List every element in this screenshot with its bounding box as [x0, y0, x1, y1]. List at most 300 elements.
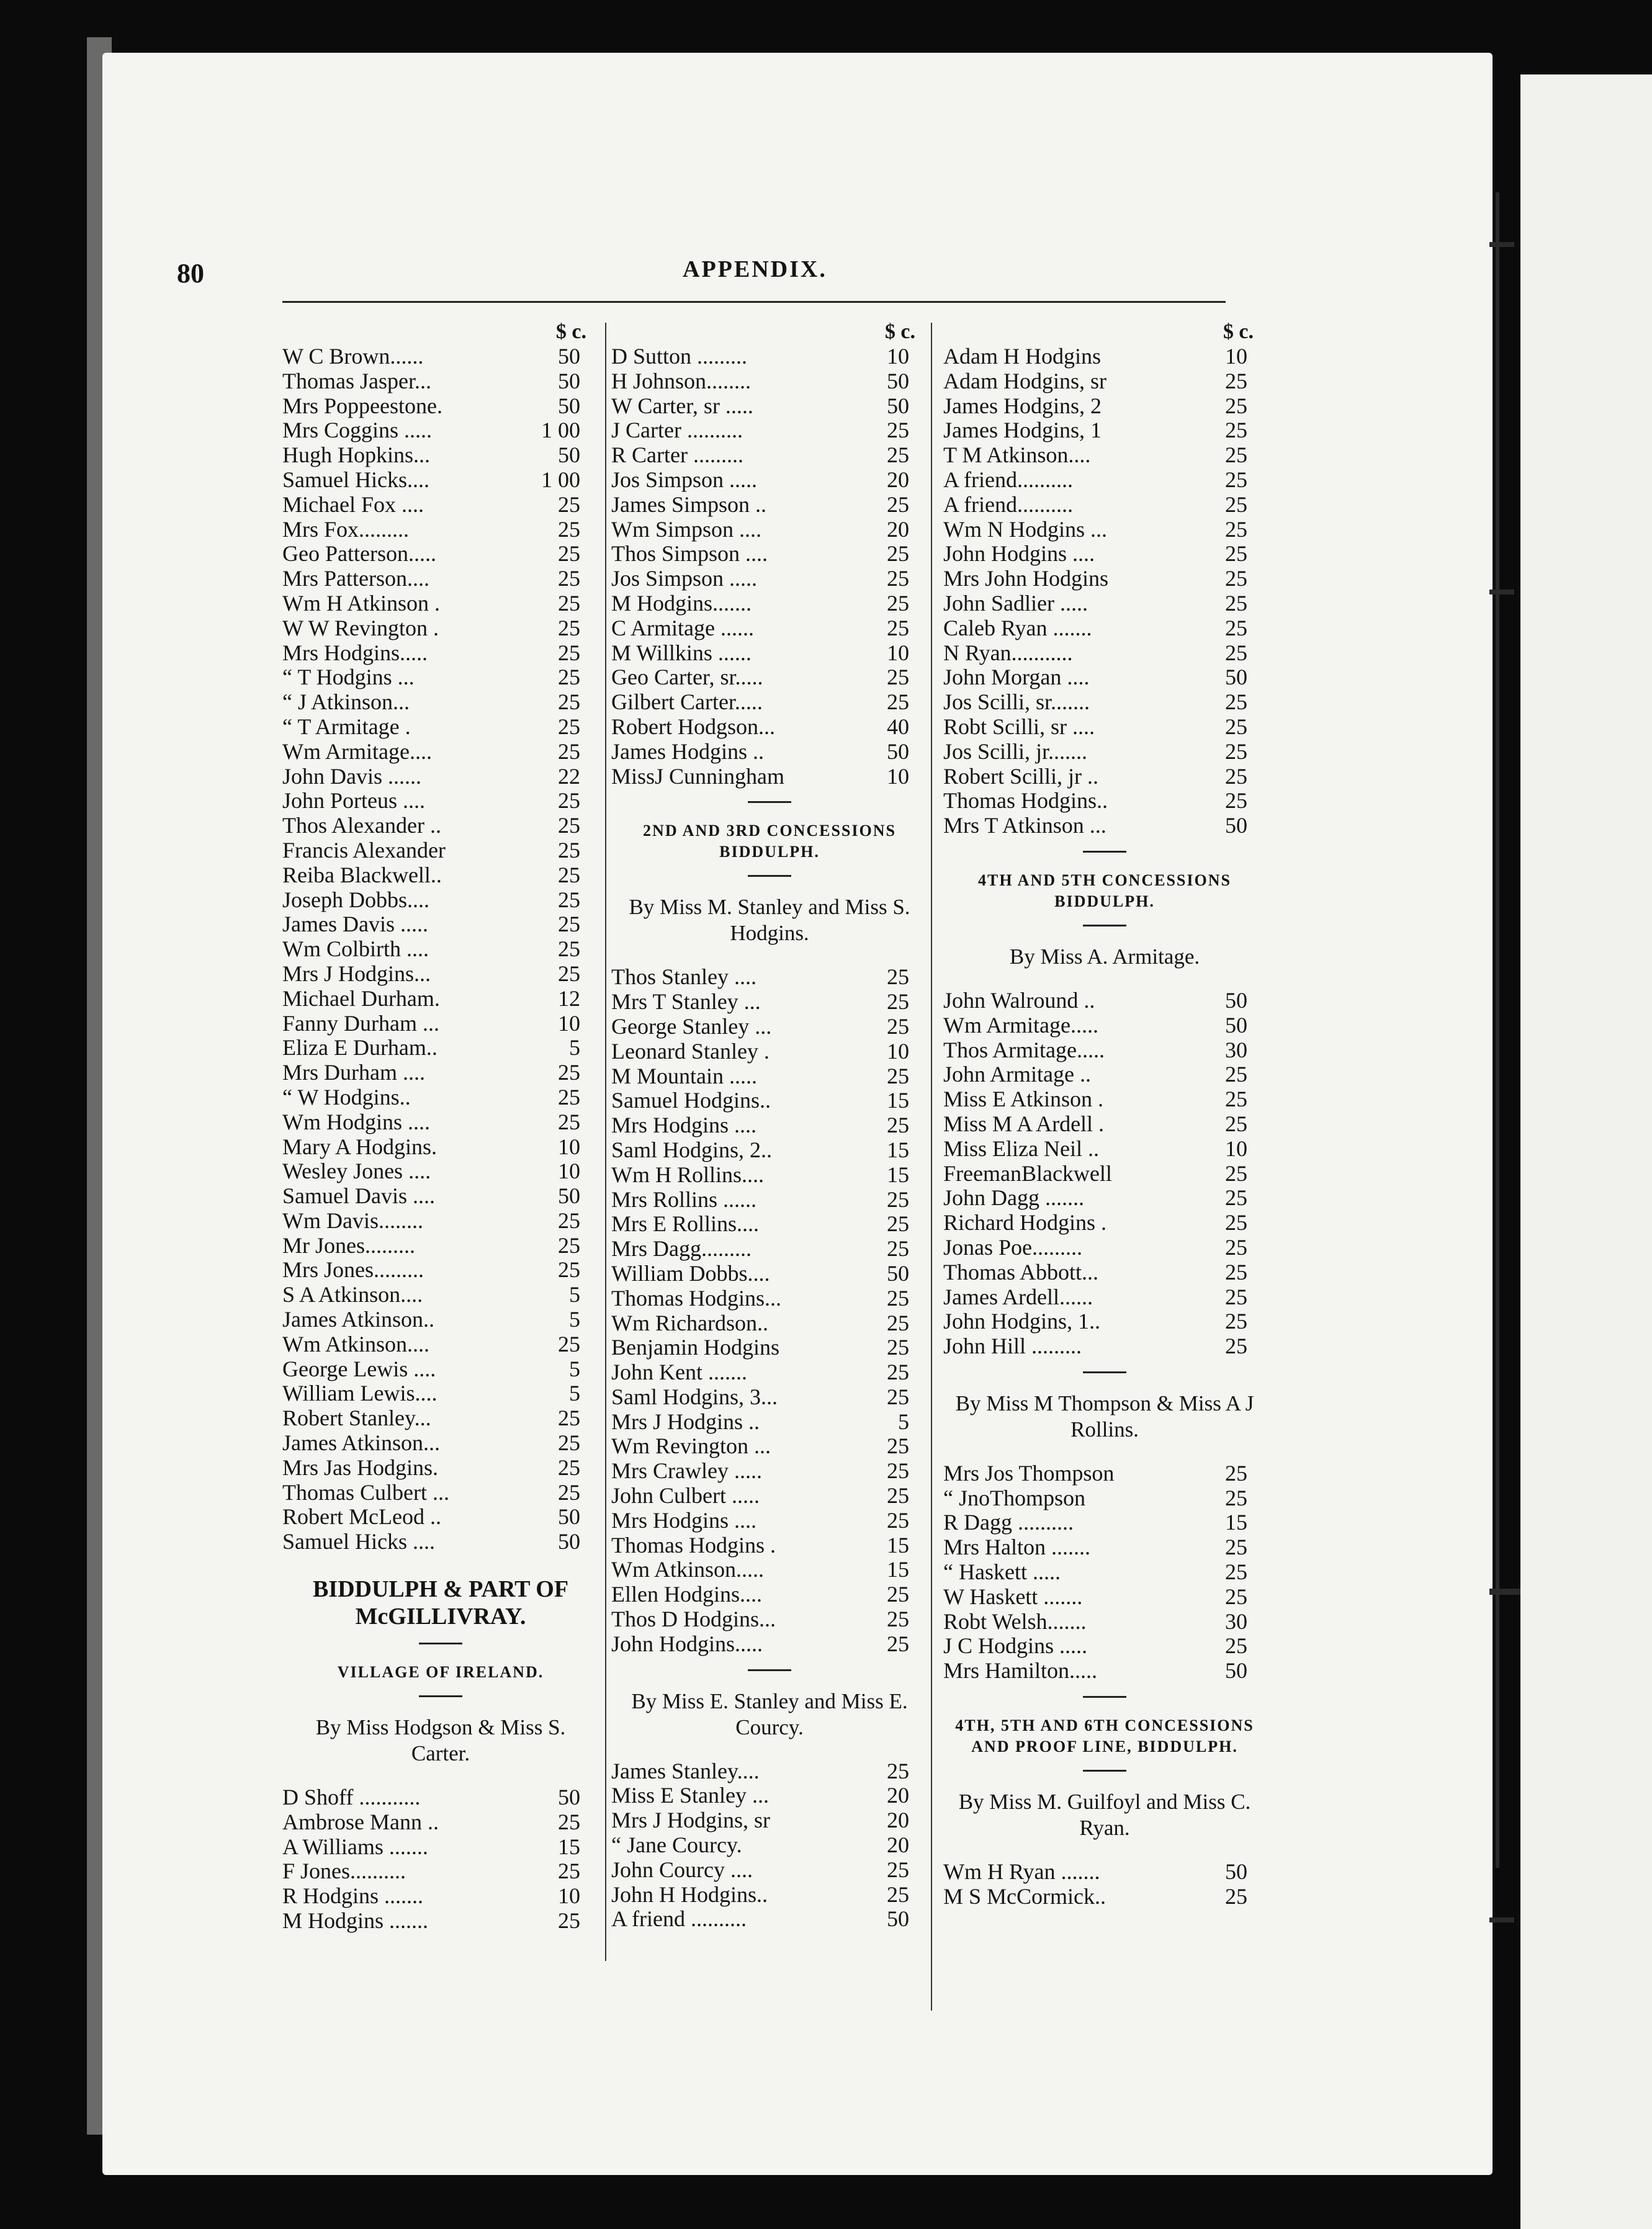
subscription-amount: 25 — [558, 1908, 580, 1934]
subscriber-name: Adam H Hodgins — [943, 344, 1101, 369]
subscriber-name: Mrs Poppeestone. — [282, 393, 442, 418]
subscriber-row — [282, 1209, 599, 1234]
subscriber-name: James Hodgins, 2 — [943, 393, 1102, 418]
subscriber-row — [611, 1632, 928, 1657]
subscriber-name: Mrs Jones......... — [282, 1258, 424, 1283]
subscriber-row — [282, 962, 599, 987]
subscriber-row — [943, 1260, 1266, 1285]
subscriber-row — [282, 814, 599, 838]
subscriber-row — [611, 1113, 928, 1138]
header-rule — [282, 301, 1226, 303]
subscriber-row — [611, 1509, 928, 1533]
subscription-amount: 50 — [1225, 1012, 1247, 1038]
subscriber-row — [282, 863, 599, 888]
subscriber-name: Saml Hodgins, 3... — [611, 1384, 778, 1409]
subscriber-name: Wm H Ryan ....... — [943, 1860, 1100, 1885]
subscriber-row — [943, 1211, 1266, 1236]
subscriber-name: A friend.......... — [943, 467, 1073, 492]
subscription-amount: 25 — [558, 714, 580, 739]
subscriber-name: Thomas Hodgins . — [611, 1533, 776, 1558]
subscription-amount: 25 — [558, 1060, 580, 1085]
subscription-amount: 25 — [887, 665, 909, 690]
subscriber-row — [611, 1039, 928, 1064]
subscriber-name: Mrs J Hodgins .. — [611, 1409, 760, 1434]
subscription-amount: 5 — [569, 1356, 580, 1381]
subscriber-name: M Hodgins....... — [611, 591, 752, 616]
subscriber-row — [282, 1357, 599, 1382]
subscriber-name: Wm Armitage.... — [282, 739, 432, 764]
subscriber-row — [611, 344, 928, 369]
subscriber-row — [943, 1585, 1266, 1610]
subscriber-row — [943, 1236, 1266, 1260]
subscription-amount: 1 00 — [541, 418, 580, 443]
subscriber-name: John Davis ...... — [282, 764, 421, 789]
subscription-amount: 25 — [558, 689, 580, 715]
subscriber-name: Thomas Abbott... — [943, 1260, 1098, 1285]
subscriber-name: MissJ Cunningham — [611, 764, 785, 789]
subscriber-row — [282, 1184, 599, 1209]
subscriber-row — [282, 468, 599, 493]
subscription-amount: 5 — [569, 1307, 580, 1332]
subscription-amount: 25 — [887, 615, 909, 640]
section-rule — [1083, 851, 1126, 853]
subscriber-name: D Sutton ......... — [611, 344, 748, 369]
subscriber-name: John Culbert ..... — [611, 1484, 760, 1509]
subscriber-name: James Atkinson... — [282, 1431, 441, 1456]
subscription-amount: 25 — [558, 912, 580, 937]
subscriber-row — [282, 1258, 599, 1283]
subscription-amount: 25 — [558, 788, 580, 814]
section-rule — [748, 875, 791, 877]
subscription-amount: 25 — [887, 1285, 909, 1311]
subscriber-row — [943, 1087, 1266, 1112]
subscriber-row — [282, 641, 599, 666]
subscription-amount: 15 — [558, 1834, 580, 1859]
subscriber-name: Fanny Durham ... — [282, 1011, 439, 1036]
subscriber-name: John Hodgins..... — [611, 1631, 763, 1656]
subscriber-name: Mrs Hodgins..... — [282, 640, 428, 665]
subscription-amount: 25 — [558, 1430, 580, 1456]
subscription-amount: 25 — [1225, 1185, 1247, 1211]
subscription-amount: 25 — [887, 1113, 909, 1138]
subscription-amount: 10 — [1225, 344, 1247, 369]
subscriber-name: Wm Atkinson.... — [282, 1332, 430, 1357]
subscription-amount: 25 — [558, 936, 580, 962]
subscriber-name: D Shoff ........... — [282, 1785, 421, 1810]
subscriber-name: Michael Durham. — [282, 986, 440, 1011]
subscriber-name: Samuel Davis .... — [282, 1184, 435, 1209]
subscription-amount: 25 — [1225, 615, 1247, 640]
subscription-amount: 10 — [887, 763, 909, 789]
subscriber-row — [282, 518, 599, 542]
subscription-amount: 25 — [558, 665, 580, 690]
subscriber-row — [611, 1188, 928, 1213]
subscription-amount: 25 — [1225, 1633, 1247, 1659]
subscriber-name: J C Hodgins ..... — [943, 1634, 1088, 1659]
subscriber-name: John Hodgins .... — [943, 542, 1095, 567]
subscriber-row — [611, 641, 928, 666]
subscription-amount: 25 — [558, 491, 580, 517]
subscriber-row — [282, 567, 599, 591]
subscriber-name: Wm H Rollins.... — [611, 1162, 765, 1187]
subscriber-row — [282, 418, 599, 443]
subscriber-name: Wm Revington ... — [611, 1434, 771, 1459]
subscription-amount: 5 — [898, 1409, 909, 1434]
subscriber-row — [282, 1332, 599, 1357]
subscriber-name: M Hodgins ....... — [282, 1909, 429, 1934]
subscriber-row — [611, 1459, 928, 1484]
subscriber-row — [611, 567, 928, 591]
subscriber-name: “ Jane Courcy. — [611, 1833, 742, 1858]
subscriber-name: Mrs Jas Hodgins. — [282, 1455, 439, 1480]
subscriber-row — [943, 1162, 1266, 1186]
section-subhead: 2ND AND 3RD CONCESSIONS BIDDULPH. — [643, 822, 896, 861]
subscriber-name: Wm H Atkinson . — [282, 591, 441, 616]
subscriber-name: R Hodgins ....... — [282, 1884, 424, 1909]
subscription-amount: 50 — [558, 1504, 580, 1530]
subscription-amount: 25 — [887, 1607, 909, 1632]
subscriber-name: “ J Atkinson... — [282, 690, 410, 715]
column-divider — [605, 323, 606, 1961]
subscriber-name: Reiba Blackwell.. — [282, 863, 442, 887]
subscription-amount: 25 — [558, 887, 580, 912]
subscriber-row — [611, 690, 928, 715]
subscription-amount: 25 — [558, 566, 580, 591]
subscriber-row — [943, 665, 1266, 690]
subscription-amount: 50 — [1225, 813, 1247, 838]
subscription-amount: 50 — [1225, 665, 1247, 690]
subscriber-name: Wm Simpson .... — [611, 517, 762, 542]
subscription-amount: 25 — [887, 964, 909, 990]
subscription-amount: 50 — [558, 442, 580, 468]
subscriber-row — [943, 765, 1266, 789]
subscriber-name: Wm Colbirth .... — [282, 937, 429, 962]
section-subhead: 4TH AND 5TH CONCESSIONS BIDDULPH. — [978, 871, 1231, 910]
subscriber-name: William Dobbs.... — [611, 1261, 770, 1286]
subscriber-name: Saml Hodgins, 2.. — [611, 1137, 773, 1162]
subscriber-name: John Kent ....... — [611, 1360, 747, 1385]
subscriber-row — [943, 1659, 1266, 1684]
subscription-amount: 25 — [558, 738, 580, 764]
subscriber-row — [943, 1062, 1266, 1087]
subscriber-row — [943, 814, 1266, 838]
subscriber-name: Mr Jones......... — [282, 1233, 415, 1258]
subscriber-name: James Hodgins .. — [611, 739, 764, 764]
subscriber-name: John Morgan .... — [943, 665, 1090, 690]
subscriber-row — [282, 740, 599, 765]
subscription-amount: 25 — [887, 1384, 909, 1409]
subscriber-name: Michael Fox .... — [282, 492, 424, 517]
currency-header: $ c. — [555, 320, 586, 343]
subscriber-row — [943, 493, 1266, 518]
subscriber-name: S A Atkinson.... — [282, 1283, 423, 1307]
column-1 — [282, 320, 599, 1934]
subscription-amount: 25 — [887, 1881, 909, 1907]
subscriber-name: M Willkins ...... — [611, 640, 752, 665]
subscription-amount: 25 — [887, 1335, 909, 1360]
subscriber-row — [943, 443, 1266, 468]
subscription-amount: 12 — [558, 985, 580, 1011]
subscription-amount: 25 — [558, 813, 580, 838]
subscriber-name: Mrs Patterson.... — [282, 567, 429, 591]
subscriber-name: T M Atkinson.... — [943, 443, 1091, 468]
subscriber-name: FreemanBlackwell — [943, 1161, 1112, 1186]
subscriber-row — [282, 1431, 599, 1456]
subscriber-name: “ T Armitage . — [282, 714, 411, 739]
subscriber-name: Robt Welsh....... — [943, 1609, 1087, 1634]
subscriber-name: Mrs T Atkinson ... — [943, 814, 1107, 838]
subscription-amount: 25 — [558, 1257, 580, 1283]
subscription-amount: 25 — [558, 590, 580, 616]
subscriber-name: W C Brown...... — [282, 344, 424, 369]
subscriber-row — [943, 591, 1266, 616]
subscription-amount: 25 — [1225, 590, 1247, 616]
subscriber-name: A friend.......... — [943, 492, 1073, 517]
subscriber-row — [282, 1505, 599, 1530]
subscription-amount: 25 — [1225, 1210, 1247, 1236]
subscription-amount: 25 — [1225, 1584, 1247, 1609]
collector-byline: By Miss M. Guilfoyl and Miss C. Ryan. — [958, 1790, 1251, 1841]
subscriber-row — [611, 1582, 928, 1607]
subscriber-name: John Hodgins, 1.. — [943, 1309, 1101, 1334]
subscriber-name: Jos Scilli, sr....... — [943, 690, 1090, 715]
subscriber-name: James Hodgins, 1 — [943, 418, 1102, 443]
subscription-amount: 25 — [1225, 1259, 1247, 1285]
subscriber-row — [611, 990, 928, 1015]
subscriber-row — [611, 1360, 928, 1385]
binding-strings — [1489, 56, 1520, 1917]
subscriber-name: Mrs Halton ....... — [943, 1535, 1090, 1560]
subscriber-row — [611, 1163, 928, 1188]
subscriber-name: Jos Simpson ..... — [611, 467, 758, 492]
subscriber-row — [282, 1481, 599, 1505]
subscription-amount: 5 — [569, 1282, 580, 1307]
subscriber-row — [282, 1835, 599, 1860]
subscriber-row — [943, 1309, 1266, 1334]
section-rule — [1083, 1696, 1126, 1698]
subscriber-name: Geo Patterson..... — [282, 542, 436, 567]
subscription-amount: 25 — [1225, 368, 1247, 393]
subscriber-row — [943, 344, 1266, 369]
subscription-amount: 25 — [558, 1455, 580, 1480]
currency-header: $ c. — [1223, 320, 1254, 343]
subscription-amount: 25 — [1225, 393, 1247, 418]
subscriber-row — [943, 1885, 1266, 1909]
subscriber-row — [943, 542, 1266, 567]
subscriber-name: Thos Armitage..... — [943, 1038, 1105, 1062]
subscriber-row — [282, 1159, 599, 1184]
subscriber-row — [611, 443, 928, 468]
subscriber-name: Miss E Atkinson . — [943, 1087, 1104, 1112]
subscription-amount: 25 — [558, 1232, 580, 1258]
subscriber-name: Mrs Durham .... — [282, 1061, 425, 1085]
subscriber-row — [282, 1135, 599, 1160]
subscription-amount: 30 — [1225, 1608, 1247, 1634]
subscriber-row — [282, 443, 599, 468]
subscriber-row — [611, 740, 928, 765]
subscriber-name: A Williams ....... — [282, 1834, 428, 1859]
subscription-amount: 10 — [558, 1883, 580, 1909]
subscriber-row — [611, 1262, 928, 1286]
subscriber-name: Samuel Hicks.... — [282, 467, 429, 492]
subscriber-row — [611, 542, 928, 567]
subscription-amount: 25 — [1225, 1062, 1247, 1087]
subscription-amount: 50 — [887, 368, 909, 393]
subscriber-row — [282, 1909, 599, 1934]
subscriber-row — [943, 740, 1266, 765]
subscriber-name: Eliza E Durham.. — [282, 1036, 438, 1061]
subscriber-row — [943, 468, 1266, 493]
subscription-amount: 15 — [887, 1088, 909, 1113]
subscriber-row — [943, 715, 1266, 740]
subscriber-name: Gilbert Carter..... — [611, 690, 763, 715]
subscription-amount: 50 — [558, 344, 580, 369]
subscription-amount: 25 — [887, 1310, 909, 1335]
subscriber-name: N Ryan........... — [943, 640, 1073, 665]
subscriber-row — [282, 912, 599, 937]
subscriber-name: James Ardell...... — [943, 1285, 1093, 1309]
subscription-amount: 25 — [558, 1479, 580, 1505]
subscription-amount: 50 — [1225, 987, 1247, 1013]
subscription-amount: 10 — [1225, 1136, 1247, 1161]
subscriber-row — [943, 1486, 1266, 1511]
currency-header: $ c. — [884, 320, 915, 343]
subscriber-name: Geo Carter, sr..... — [611, 665, 763, 690]
subscriber-row — [282, 1530, 599, 1554]
subscription-amount: 50 — [558, 1529, 580, 1554]
subscriber-name: Francis Alexander — [282, 838, 446, 863]
subscriber-row — [282, 715, 599, 740]
subscription-amount: 25 — [887, 1360, 909, 1385]
subscription-amount: 25 — [887, 590, 909, 616]
subscription-amount: 40 — [887, 714, 909, 739]
section-heading: BIDDULPH & PART OF McGILLIVRAY. — [312, 1576, 569, 1630]
subscription-amount: 25 — [558, 640, 580, 665]
subscriber-row — [611, 1434, 928, 1459]
subscriber-name: A friend .......... — [611, 1907, 747, 1932]
collector-byline: By Miss M Thompson & Miss A J Rollins. — [955, 1391, 1254, 1442]
subscriber-name: Mrs Crawley ..... — [611, 1459, 762, 1484]
subscriber-name: Caleb Ryan ....... — [943, 616, 1092, 640]
subscription-amount: 20 — [887, 467, 909, 492]
subscriber-name: Thomas Culbert ... — [282, 1480, 449, 1505]
subscription-amount: 25 — [887, 1211, 909, 1237]
subscriber-row — [611, 1212, 928, 1237]
subscription-amount: 10 — [558, 1159, 580, 1184]
subscription-amount: 25 — [887, 1186, 909, 1212]
subscription-amount: 15 — [887, 1557, 909, 1582]
subscriber-row — [943, 1112, 1266, 1137]
subscriber-row — [943, 518, 1266, 542]
subscription-amount: 15 — [1225, 1510, 1247, 1535]
subscription-amount: 25 — [1225, 1460, 1247, 1486]
subscriber-row — [282, 1234, 599, 1258]
subscriber-row — [282, 665, 599, 690]
subscriber-name: Richard Hodgins . — [943, 1211, 1107, 1236]
column-3 — [943, 320, 1266, 1909]
subscription-amount: 15 — [887, 1162, 909, 1187]
subscriber-row — [611, 1808, 928, 1833]
subscription-amount: 25 — [887, 566, 909, 591]
subscriber-row — [611, 1286, 928, 1311]
collector-byline: By Miss M. Stanley and Miss S. Hodgins. — [629, 895, 910, 946]
subscriber-row — [611, 1883, 928, 1908]
subscription-amount: 50 — [887, 1260, 909, 1286]
subscriber-name: Thos Simpson .... — [611, 542, 768, 567]
subscriber-name: J Carter .......... — [611, 418, 743, 443]
section-rule — [419, 1643, 462, 1644]
section-rule — [1083, 925, 1126, 926]
subscription-amount: 25 — [1225, 1284, 1247, 1309]
subscription-amount: 50 — [558, 393, 580, 418]
column-2 — [611, 320, 928, 1932]
subscriber-row — [282, 591, 599, 616]
subscription-amount: 25 — [887, 1013, 909, 1039]
subscriber-row — [611, 493, 928, 518]
running-head: APPENDIX. — [683, 256, 827, 282]
section-rule — [1083, 1371, 1126, 1373]
subscriber-row — [282, 1011, 599, 1036]
subscriber-name: F Jones.......... — [282, 1859, 406, 1884]
facing-page-edge — [1520, 74, 1652, 2229]
subscriber-name: Mrs Hamilton..... — [943, 1659, 1097, 1684]
subscriber-row — [611, 1015, 928, 1039]
subscription-amount: 25 — [1225, 516, 1247, 542]
subscriber-name: Mrs T Stanley ... — [611, 990, 761, 1015]
subscription-amount: 25 — [887, 989, 909, 1015]
subscriber-row — [282, 493, 599, 518]
subscriber-row — [282, 1283, 599, 1307]
subscription-amount: 25 — [558, 1208, 580, 1233]
subscriber-row — [943, 1285, 1266, 1310]
subscription-amount: 25 — [1225, 738, 1247, 764]
subscriber-name: Thomas Hodgins... — [611, 1286, 781, 1311]
subscriber-row — [282, 789, 599, 814]
subscription-amount: 25 — [1225, 541, 1247, 567]
subscription-amount: 25 — [1225, 1535, 1247, 1560]
subscription-amount: 25 — [1225, 1883, 1247, 1909]
subscriber-row — [943, 567, 1266, 591]
subscription-amount: 25 — [887, 1483, 909, 1509]
subscriber-row — [943, 690, 1266, 715]
subscriber-row — [282, 987, 599, 1011]
subscriber-name: John Armitage .. — [943, 1062, 1091, 1087]
subscriber-row — [611, 1558, 928, 1582]
subscriber-row — [282, 1381, 599, 1406]
subscription-amount: 25 — [887, 1758, 909, 1783]
subscription-amount: 25 — [887, 1857, 909, 1882]
subscriber-row — [943, 1610, 1266, 1635]
subscriber-name: Thomas Hodgins.. — [943, 789, 1108, 814]
subscriber-name: Samuel Hodgins.. — [611, 1088, 771, 1113]
subscriber-name: George Stanley ... — [611, 1014, 772, 1039]
subscriber-row — [611, 369, 928, 394]
subscription-amount: 25 — [887, 689, 909, 715]
subscription-amount: 25 — [887, 442, 909, 468]
subscriber-name: Jos Scilli, jr....... — [943, 739, 1088, 764]
subscriber-row — [611, 616, 928, 641]
section-rule — [748, 801, 791, 803]
subscriber-row — [611, 1064, 928, 1089]
subscriber-row — [611, 1858, 928, 1883]
subscriber-name: Wm Atkinson..... — [611, 1558, 765, 1582]
subscriber-name: Mrs E Rollins.... — [611, 1212, 760, 1237]
subscriber-row — [611, 468, 928, 493]
section-rule — [419, 1695, 462, 1697]
subscriber-row — [611, 394, 928, 419]
subscriber-name: James Davis ..... — [282, 912, 428, 937]
subscriber-row — [611, 1759, 928, 1784]
